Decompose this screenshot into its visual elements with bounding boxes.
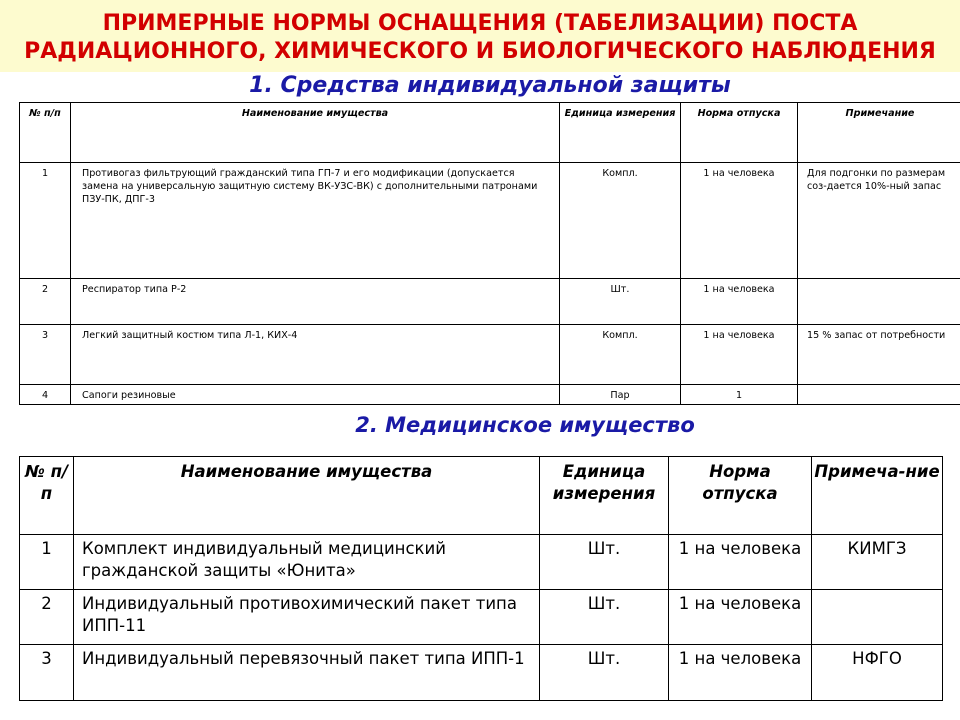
item-name: Сапоги резиновые — [71, 385, 560, 405]
table-row — [20, 385, 960, 405]
column-header-unit: Единица измерения — [540, 457, 669, 535]
item-note: КИМГЗ — [812, 535, 943, 590]
item-unit: Шт. — [540, 535, 669, 590]
protection-table — [19, 102, 960, 405]
medical-table — [19, 456, 943, 701]
section-2-heading: 2. Медицинское имущество — [355, 413, 695, 437]
table-header-row — [20, 103, 960, 163]
item-norm: 1 — [681, 385, 798, 405]
section-1-heading: 1. Средства индивидуальной защиты — [249, 73, 731, 98]
column-header-name: Наименование имущества — [71, 103, 560, 163]
item-norm: 1 на человека — [681, 279, 798, 325]
item-note — [798, 279, 960, 325]
item-unit: Шт. — [540, 590, 669, 645]
item-norm: 1 на человека — [669, 590, 812, 645]
row-number: 1 — [20, 535, 74, 590]
item-name: Противогаз фильтрующий гражданский типа ГП-7 и его модификации (допускается замена на универсальную защитную систему ВК-УЗС-ВК) с дополнительными патронами ПЗУ-ПК, ДПГ-3 — [71, 163, 560, 279]
table-row — [20, 279, 960, 325]
item-name: Легкий защитный костюм типа Л-1, КИХ-4 — [71, 325, 560, 385]
column-header-norm: Норма отпуска — [669, 457, 812, 535]
table-row — [20, 590, 943, 645]
item-norm: 1 на человека — [669, 535, 812, 590]
row-number: 1 — [20, 163, 71, 279]
table-header-row — [20, 457, 943, 535]
item-name: Индивидуальный противохимический пакет типа ИПП-11 — [74, 590, 540, 645]
item-unit: Пар — [560, 385, 681, 405]
column-header-number: № п/п — [20, 457, 74, 535]
row-number: 3 — [20, 645, 74, 701]
column-header-note: Примеча-ние — [812, 457, 943, 535]
column-header-norm: Норма отпуска — [681, 103, 798, 163]
item-unit: Шт. — [540, 645, 669, 701]
column-header-note: Примечание — [798, 103, 960, 163]
row-number: 2 — [20, 590, 74, 645]
item-unit: Шт. — [560, 279, 681, 325]
column-header-name: Наименование имущества — [74, 457, 540, 535]
item-note: 15 % запас от потребности — [798, 325, 960, 385]
item-name: Респиратор типа Р-2 — [71, 279, 560, 325]
page-title-line-1: ПРИМЕРНЫЕ НОРМЫ ОСНАЩЕНИЯ (ТАБЕЛИЗАЦИИ) ПОСТА — [102, 11, 858, 36]
column-header-number: № п/п — [20, 103, 71, 163]
item-unit: Компл. — [560, 325, 681, 385]
page-title-line-2: РАДИАЦИОННОГО, ХИМИЧЕСКОГО И БИОЛОГИЧЕСКОГО НАБЛЮДЕНИЯ — [24, 39, 936, 64]
item-note — [798, 385, 960, 405]
table-row — [20, 163, 960, 279]
item-unit: Компл. — [560, 163, 681, 279]
item-norm: 1 на человека — [669, 645, 812, 701]
table-row — [20, 325, 960, 385]
item-note — [812, 590, 943, 645]
column-header-unit: Единица измерения — [560, 103, 681, 163]
row-number: 2 — [20, 279, 71, 325]
item-note: НФГО — [812, 645, 943, 701]
item-norm: 1 на человека — [681, 163, 798, 279]
item-name: Индивидуальный перевязочный пакет типа ИПП-1 — [74, 645, 540, 701]
item-name: Комплект индивидуальный медицинский гражданской защиты «Юнита» — [74, 535, 540, 590]
row-number: 3 — [20, 325, 71, 385]
item-note: Для подгонки по размерам соз-дается 10%-ный запас — [798, 163, 960, 279]
table-row — [20, 535, 943, 590]
page-title — [0, 10, 960, 66]
item-norm: 1 на человека — [681, 325, 798, 385]
row-number: 4 — [20, 385, 71, 405]
table-row — [20, 645, 943, 701]
